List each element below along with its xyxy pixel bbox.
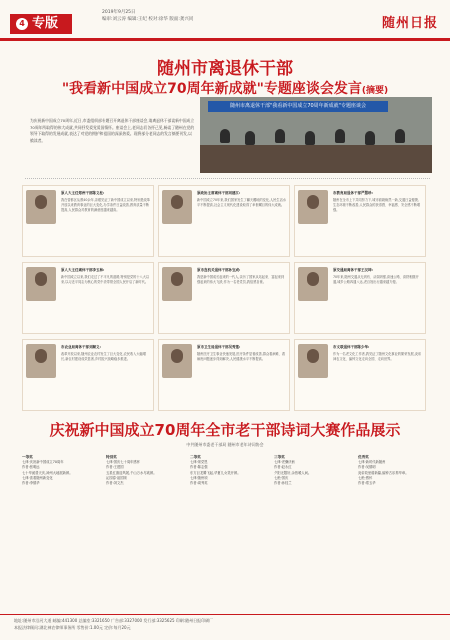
speaker-remarks: 新中国成立70年来,我们国家发生了翻天覆地的变化,人民生活水平不断提高,社会主义现代化建设取得了举世瞩目的伟大成就。	[197, 198, 286, 207]
issue-date: 2019年9月25日	[102, 10, 136, 15]
poem-line: 七律·庆祝新中国成立70周年	[22, 460, 64, 465]
poem-line: 东方巨龙腾飞起,华夏儿女笑开颜。	[190, 470, 241, 475]
headline-main-text: "我看新中国成立70周年新成就"专题座谈会发言	[61, 81, 362, 97]
speaker-photo	[162, 267, 192, 301]
poetry-award-heading: 特别奖	[106, 455, 117, 459]
poetry-column	[106, 455, 184, 486]
poetry-award-heading: 二等奖	[190, 455, 201, 459]
section-tab[interactable]	[10, 14, 72, 34]
poem-line: 七律·颂党恩	[190, 460, 208, 465]
speaker-name: 原人大主任离休干部李玉林:	[61, 268, 105, 272]
poem-line: 作者:赵永红	[274, 465, 292, 470]
article-headline-main	[0, 78, 450, 98]
speaker-name: 市农业局离休干部刘顺义:	[61, 345, 101, 349]
speaker-card	[294, 185, 426, 257]
poetry-column	[358, 455, 436, 486]
poetry-award-heading: 三等奖	[274, 455, 285, 459]
speaker-card	[294, 339, 426, 411]
poetry-award-heading: 一等奖	[22, 455, 33, 459]
page-header	[0, 0, 450, 41]
poem-line: 作者:郑玉华	[358, 481, 376, 486]
attendee-figure	[275, 129, 285, 143]
speaker-photo	[298, 344, 328, 378]
poetry-column	[274, 455, 352, 486]
speaker-name: 市文联退休干部陈少华:	[333, 345, 370, 349]
speaker-card	[294, 262, 426, 334]
attendee-figure	[365, 131, 375, 145]
section-label: 专版	[32, 16, 59, 31]
poem-line: 七绝·国庆	[274, 475, 289, 480]
speaker-photo	[298, 190, 328, 224]
speaker-card	[22, 262, 154, 334]
poem-line: 炎帝故里谱新篇,编钟古乐奏华章。	[358, 470, 409, 475]
meeting-photo	[200, 97, 432, 173]
section-number: 4	[16, 18, 28, 30]
speaker-name: 市教育局退休干部严慧珍:	[333, 191, 373, 195]
header-meta	[102, 9, 193, 23]
speaker-remarks: 新中国成立以来,我们走过了不平凡的道路,特别是党的十八大以来,以习近平同志为核心的党中央带领全国人民开启了新时代。	[61, 275, 150, 284]
poem-line: 作者:刘文杰	[106, 481, 124, 486]
attendee-figure	[335, 129, 345, 143]
poem-line: 七律·喜看随州新变化	[22, 475, 53, 480]
footer-legal: 本报法律顾问:湖北神农律师事务所 零售价:1.00元 定价:每月20元	[14, 625, 131, 630]
attendee-figure	[305, 131, 315, 145]
poem-line: 作者:吴德明	[358, 465, 376, 470]
speaker-remarks: 70年来,随州交通从无到有、从弱到强,高速公路、高铁相继开通,城乡公路四通八达,老百姓出行越来越方便。	[333, 275, 419, 284]
speaker-name: 原人大主任郑州干部陈义柱:	[61, 191, 105, 195]
speaker-name: 原政协主席离休干部刘建江:	[197, 191, 241, 195]
footer-contact: 地址:随州市沿河大道 邮编:441300 总编室:3321650 广告部:3327000 发行部:3325625 印刷:随州日报印刷厂	[14, 618, 214, 623]
speaker-name: 原市卫生局退休干部吴秀莲:	[197, 345, 241, 349]
poem-line: 作者:王建国	[106, 465, 124, 470]
speaker-photo	[162, 344, 192, 378]
poem-line: 五星红旗迎风展,千山万水尽欢颜。	[106, 470, 157, 475]
speaker-remarks: 随州医疗卫生事业快速发展,医疗条件显著改善,群众看病难、看病贵问题逐步得到解决,人民健康水平不断提高。	[197, 352, 286, 361]
speaker-card	[158, 339, 290, 411]
poem-line: 作者:孙桂兰	[274, 481, 292, 486]
speaker-remarks: 我在曾都区从教40余年,亲眼见证了新中国成立以来,特别是改革开放以来教育事业的巨大变化,办学条件日益改善,教育质量不断提高,人民群众对教育的满意度越来越高。	[61, 198, 150, 212]
newspaper-logo: 随州日报	[381, 16, 438, 31]
poem-line: 七律·随州颂	[190, 475, 208, 480]
poem-line: 七绝·感怀	[358, 475, 373, 480]
divider	[25, 178, 430, 179]
speaker-card	[22, 185, 154, 257]
poem-line: 作者:陈志强	[190, 465, 208, 470]
attendee-figure	[245, 131, 255, 145]
poetry-credit: 中共随州市委老干部局 随州市老年诗词协会	[186, 442, 264, 447]
poetry-award-heading: 优秀奖	[358, 455, 369, 459]
headline-suffix: (摘要)	[361, 86, 389, 96]
speaker-photo	[26, 190, 56, 224]
meeting-table	[200, 145, 432, 173]
article-lead: 为庆祝新中国成立70周年,近日,市委组织部专题召开离退休干部座谈会,请离退休干部谈新中国成立70周年所取得的伟大成就,共同抒发爱党爱国情怀。座谈会上,老同志们各抒己见,畅谈了随州在党的领导下取得的发展成就,表达了对党的拥护和祖国的深深热爱。现将部分老同志的发言摘要刊发,以飨读者。	[30, 118, 195, 143]
speaker-photo	[298, 267, 328, 301]
speaker-card	[22, 339, 154, 411]
editor-credits: 编审:刘云涛 编辑:王纪 校对:徐华 版面:龚兴同	[102, 17, 194, 22]
article-headline-top: 随州市离退休干部	[157, 59, 293, 79]
poetry-column	[190, 455, 268, 486]
poem-line: 七律·老骥伏枥	[274, 460, 295, 465]
speaker-photo	[162, 190, 192, 224]
attendee-figure	[220, 129, 230, 143]
poem-line: 作者:周秀英	[190, 481, 208, 486]
attendee-figure	[395, 129, 405, 143]
speaker-photo	[26, 344, 56, 378]
poem-line: 作者:张明远	[22, 465, 40, 470]
speaker-photo	[26, 267, 56, 301]
speaker-remarks: 我是新中国成长起来的一代人,亲历了国家从站起来、富起来到强起来的伟大飞跃,作为一名老党员,我倍感自豪。	[197, 275, 285, 284]
speaker-remarks: 随州在全市上下共同努力下,城市面貌焕然一新,交通日益便捷,生态环境不断改善,人民群众的获得感、幸福感、安全感不断增强。	[333, 198, 421, 212]
page-footer	[0, 614, 450, 640]
poetry-column	[22, 455, 100, 486]
speaker-name: 原市直机关退休干部孙宝成:	[197, 268, 241, 272]
speaker-name: 原交通局离休干部王汉坤:	[333, 268, 373, 272]
speaker-remarks: 改革开放以来,随州农业农村发生了巨大变化,农民收入大幅增长,新农村建设成效显著,乡村振兴战略稳步推进。	[61, 352, 146, 361]
poem-line: 作者:李德华	[22, 481, 40, 486]
poem-line: 七十华诞普天庆,神州大地展新颜。	[22, 470, 73, 475]
speaker-card	[158, 262, 290, 334]
meeting-banner-text: 随州市离退休干部"我看新中国成立70周年新成就"专题座谈会	[208, 101, 388, 112]
poem-line: 七律·新时代新随州	[358, 460, 386, 465]
speaker-remarks: 作为一名老文化工作者,我见证了随州文化事业的繁荣发展,炎帝神农文化、编钟文化走向全国、走向世界。	[333, 352, 422, 361]
speaker-card	[158, 185, 290, 257]
poem-line: 七律·国庆七十周年感怀	[106, 460, 141, 465]
poetry-section-title: 庆祝新中国成立70周年全市老干部诗词大赛作品展示	[49, 421, 401, 439]
poem-line: 沁园春·祖国颂	[106, 475, 127, 480]
poem-line: 夕阳无限好,余热暖人间。	[274, 470, 312, 475]
